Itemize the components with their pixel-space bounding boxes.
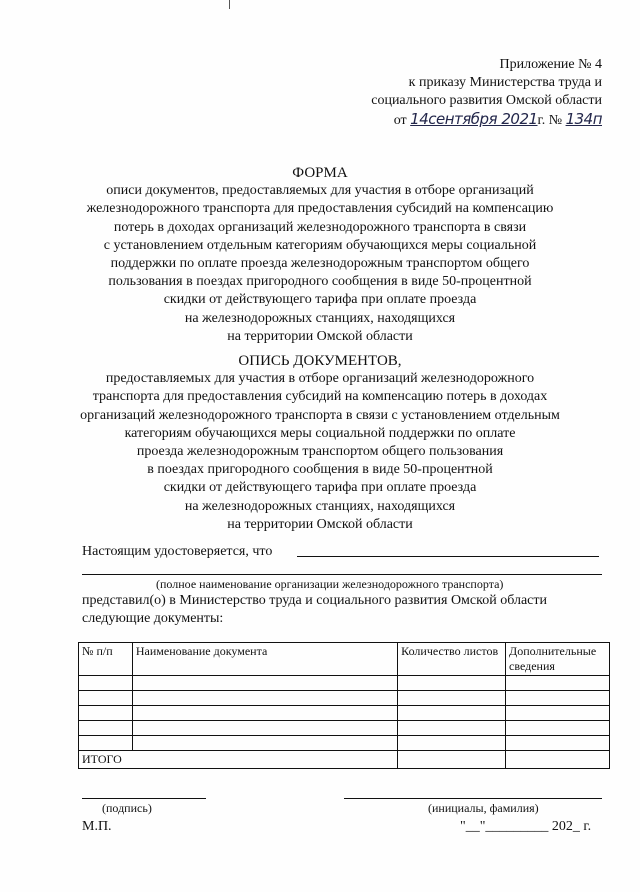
inventory-line: организаций железнодорожного транспорта в связи с установлением отдельным: [80, 407, 560, 423]
form-line: потерь в доходах организаций железнодорожного транспорта в связи: [113, 219, 527, 235]
table-cell[interactable]: [506, 736, 610, 751]
signature-date: "__"_________ 202_ г.: [460, 819, 592, 834]
submitted-text-2: следующие документы:: [82, 611, 224, 626]
inventory-line: транспорта для предоставления субсидий на компенсацию потерь в доходах: [92, 389, 548, 405]
table-cell[interactable]: [79, 721, 133, 736]
header-document-name: Наименование документа: [132, 643, 397, 676]
table-row: [79, 706, 610, 721]
appendix-date-line: [322, 110, 602, 130]
table-cell[interactable]: [79, 691, 133, 706]
handwritten-number: 134п: [565, 110, 602, 128]
appendix-line-3: социального развития Омской области: [371, 93, 602, 108]
table-cell[interactable]: [506, 706, 610, 721]
table-cell[interactable]: [79, 706, 133, 721]
organization-name-field-line-2[interactable]: [82, 574, 602, 575]
table-cell[interactable]: [398, 691, 506, 706]
table-cell[interactable]: [398, 706, 506, 721]
table-cell[interactable]: [79, 676, 133, 691]
inventory-line: предоставляемых для участия в отборе организаций железнодорожного: [105, 371, 535, 387]
inventory-line: категориям обучающихся меры социальной поддержки по оплате: [124, 425, 516, 441]
form-line: на территории Омской области: [227, 328, 413, 344]
documents-table: [78, 642, 610, 769]
form-line: на железнодорожных станциях, находящихся: [184, 310, 456, 326]
form-title: ФОРМА: [292, 165, 348, 181]
date-prefix: от: [393, 113, 407, 128]
table-header-row: [79, 643, 610, 676]
table-cell[interactable]: [506, 691, 610, 706]
table-cell[interactable]: [398, 721, 506, 736]
inventory-title: ОПИСЬ ДОКУМЕНТОВ,: [238, 353, 402, 369]
table-cell[interactable]: [132, 721, 397, 736]
year-suffix: г. №: [537, 113, 563, 128]
table-cell[interactable]: [132, 736, 397, 751]
table-cell[interactable]: [506, 721, 610, 736]
inventory-line: в поездах пригородного сообщения в виде 50-процентной: [147, 462, 493, 478]
table-cell[interactable]: [506, 676, 610, 691]
table-cell[interactable]: [398, 676, 506, 691]
header-number: № п/п: [79, 643, 133, 676]
total-additional-info[interactable]: [506, 751, 610, 769]
handwritten-date: 14сентября 2021: [410, 110, 538, 128]
appendix-line-2: к приказу Министерства труда и: [408, 75, 602, 90]
initials-field[interactable]: [344, 798, 602, 799]
signature-caption: (подпись): [102, 801, 152, 815]
certify-text: Настоящим удостоверяется, что: [82, 544, 273, 559]
header-additional-info: Дополнительные сведения: [506, 643, 610, 676]
scan-mark: [229, 0, 230, 9]
form-line: поддержки по оплате проезда железнодорожным транспортом общего: [110, 256, 530, 272]
form-line: скидки от действующего тарифа при оплате проезда: [163, 292, 477, 308]
total-sheet-count[interactable]: [398, 751, 506, 769]
table-cell[interactable]: [132, 691, 397, 706]
inventory-line: проезда железнодорожным транспортом общего пользования: [136, 444, 504, 460]
inventory-line: на железнодорожных станциях, находящихся: [184, 498, 456, 514]
inventory-line: скидки от действующего тарифа при оплате проезда: [163, 480, 477, 496]
table-cell[interactable]: [398, 736, 506, 751]
form-line: описи документов, предоставляемых для участия в отборе организаций: [106, 183, 534, 199]
stamp-label: М.П.: [82, 819, 112, 834]
submitted-text: представил(о) в Министерство труда и социального развития Омской области: [82, 593, 548, 608]
form-line: пользования в поездах пригородного сообщения в виде 50-процентной: [108, 274, 532, 290]
organization-name-field[interactable]: [297, 556, 599, 557]
table-total-row: [79, 751, 610, 769]
table-row: [79, 676, 610, 691]
initials-caption: (инициалы, фамилия): [428, 801, 539, 815]
form-line: железнодорожного транспорта для предоставления субсидий на компенсацию: [86, 201, 554, 217]
total-label: ИТОГО: [79, 751, 398, 769]
form-line: с установлением отдельным категориям обучающихся меры социальной: [103, 237, 537, 253]
table-cell[interactable]: [132, 706, 397, 721]
header-sheet-count: Количество листов: [398, 643, 506, 676]
signature-field[interactable]: [82, 798, 206, 799]
form-header: [60, 164, 580, 346]
table-cell[interactable]: [132, 676, 397, 691]
table-row: [79, 721, 610, 736]
appendix-line-1: Приложение № 4: [499, 57, 602, 72]
inventory-header: [60, 352, 580, 534]
appendix-block: [322, 56, 602, 130]
table-row: [79, 691, 610, 706]
table-cell[interactable]: [79, 736, 133, 751]
table-row: [79, 736, 610, 751]
organization-caption: (полное наименование организации железнодорожного транспорта): [156, 577, 504, 591]
inventory-line: на территории Омской области: [227, 516, 413, 532]
